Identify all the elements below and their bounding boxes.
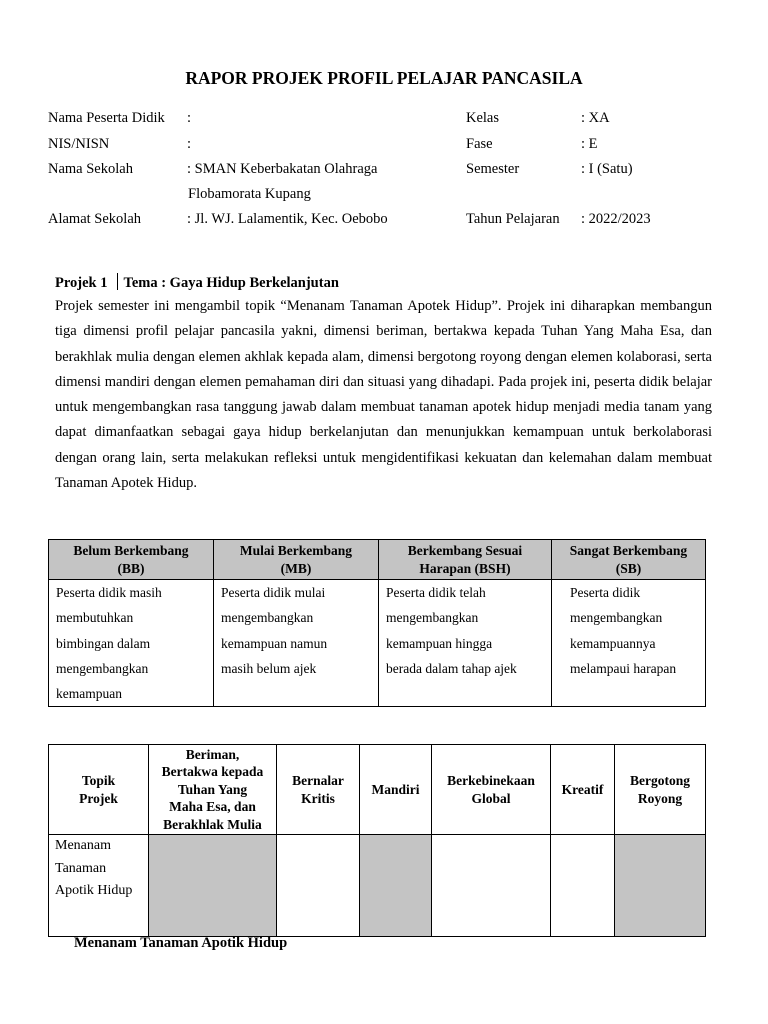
label-fase: Fase — [466, 136, 493, 152]
value-fase: : E — [581, 136, 598, 152]
label-nis-nisn: NIS/NISN — [48, 136, 110, 152]
cell-beriman — [149, 835, 277, 937]
scale-desc-bb: Peserta didik masih membutuhkan bimbingan dalam mengembangkan kemampuan — [49, 580, 214, 707]
scale-description-row — [49, 580, 706, 707]
cell-bergotong-royong — [615, 835, 706, 937]
value-semester: : I (Satu) — [581, 161, 633, 177]
header-berkebinekaan-global: Berkebinekaan Global — [432, 745, 551, 835]
label-alamat-sekolah: Alamat Sekolah — [48, 211, 142, 227]
header-mandiri: Mandiri — [360, 745, 432, 835]
scale-header-bb: Belum Berkembang (BB) — [49, 540, 214, 580]
value-nama-sekolah: : SMAN Keberbakatan Olahraga — [187, 161, 378, 177]
topic-cell: Menanam Tanaman Apotik Hidup — [49, 835, 149, 937]
cell-mandiri — [360, 835, 432, 937]
header-topik-projek: Topik Projek — [49, 745, 149, 835]
label-semester: Semester — [466, 161, 520, 177]
cell-berkebinekaan-global — [432, 835, 551, 937]
scale-header-bsh: Berkembang Sesuai Harapan (BSH) — [379, 540, 552, 580]
header-bergotong-royong: Bergotong Royong — [615, 745, 706, 835]
header-bernalar-kritis: Bernalar Kritis — [277, 745, 360, 835]
header-kreatif: Kreatif — [551, 745, 615, 835]
header-beriman: Beriman, Bertakwa kepada Tuhan Yang Maha Esa, dan Berakhlak Mulia — [149, 745, 277, 835]
value-tahun-pelajaran: : 2022/2023 — [581, 211, 651, 227]
scale-desc-mb: Peserta didik mulai mengembangkan kemampuan namun masih belum ajek — [214, 580, 379, 707]
value-nis-nisn: : — [187, 136, 192, 152]
cell-kreatif — [551, 835, 615, 937]
report-title: RAPOR PROJEK PROFIL PELAJAR PANCASILA — [185, 68, 583, 88]
scale-desc-sb: Peserta didik mengembangkan kemampuannya melampaui harapan — [552, 580, 706, 707]
value-nama-peserta: : — [187, 110, 192, 126]
project-number: Projek 1 — [55, 275, 108, 291]
value-kelas: : XA — [581, 110, 610, 126]
label-tahun-pelajaran: Tahun Pelajaran — [466, 211, 560, 227]
label-kelas: Kelas — [466, 110, 500, 126]
label-nama-sekolah: Nama Sekolah — [48, 161, 133, 177]
cell-bernalar-kritis — [277, 835, 360, 937]
section-caption: Menanam Tanaman Apotik Hidup — [74, 935, 288, 951]
value-nama-sekolah-line2: Flobamorata Kupang — [188, 186, 311, 202]
assessment-scale-table — [48, 539, 706, 707]
scale-desc-bsh: Peserta didik telah mengembangkan kemampuan hingga berada dalam tahap ajek — [379, 580, 552, 707]
dimension-assessment-table — [48, 744, 706, 937]
scale-header-row — [49, 540, 706, 580]
heading-separator — [117, 273, 118, 290]
dimension-header-row — [49, 745, 706, 835]
value-alamat-sekolah: : Jl. WJ. Lalamentik, Kec. Oebobo — [187, 211, 388, 227]
project-description: Projek semester ini mengambil topik “Menanam Tanaman Apotek Hidup”. Projek ini diharapkan membangun tiga dimensi profil pelajar pancasila yakni, dimensi beriman, bertakwa kepada Tuhan Yang Maha Esa, dan berakhlak mulia dengan elemen akhlak kepada alam, dimensi bergotong royong dengan elemen kolaborasi, serta dimensi mandiri dengan elemen pemahaman diri dan situasi yang dihadapi. Pada projek ini, peserta didik belajar untuk mengembangkan rasa tanggung jawab dalam membuat tanaman apotek hidup menjadi media tanam yang dapat dimanfaatkan sebagai gaya hidup berkelanjutan dan menunjukkan kemampuan untuk berkolaborasi dengan orang lain, serta melakukan refleksi untuk mengidentifikasi kekuatan dan kelemahan dalam membuat Tanaman Apotek Hidup. — [55, 298, 712, 492]
scale-header-mb: Mulai Berkembang (MB) — [214, 540, 379, 580]
project-theme: Tema : Gaya Hidup Berkelanjutan — [123, 275, 339, 291]
dimension-data-row — [49, 835, 706, 937]
label-nama-peserta: Nama Peserta Didik — [48, 110, 165, 126]
scale-header-sb: Sangat Berkembang (SB) — [552, 540, 706, 580]
project-heading — [55, 273, 339, 292]
